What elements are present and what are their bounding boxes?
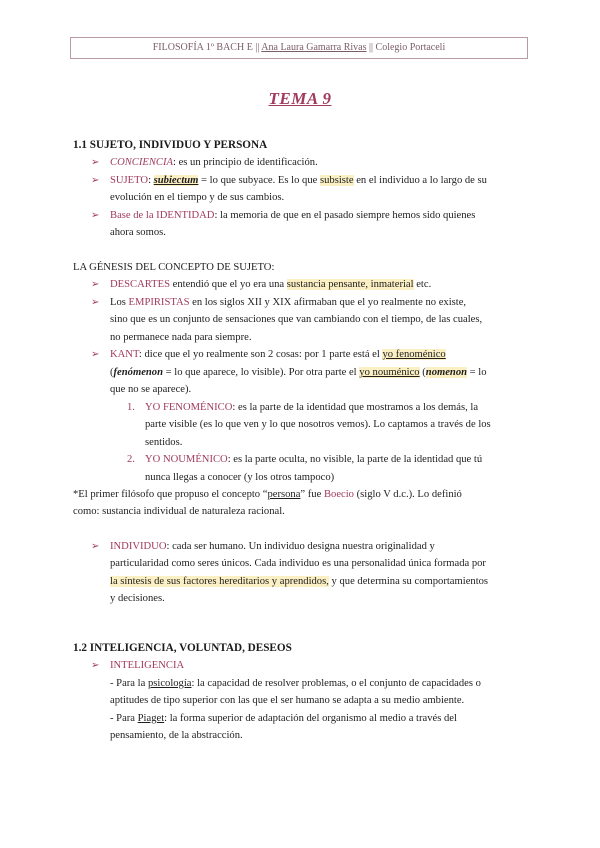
item-text: : dice que el yo realmente son 2 cosas: por 1 parte está el [138,349,383,360]
item-text: parte visible (es lo que ven y lo que nosotros vemos). Lo captamos a través de los [145,419,491,430]
section-heading: 1.2 INTELIGENCIA, VOLUNTAD, DESEOS [73,642,292,654]
item-text: y que determina su comportamientos [328,576,489,587]
item-text: ( [110,367,114,378]
item-text: : cada ser humano. Un individuo designa nuestra originalidad y [166,541,435,552]
term: Base de la IDENTIDAD [110,210,215,221]
item-text: - Para la [110,678,148,689]
highlight: subsiste [320,175,354,186]
sublist-item-noumenico [145,451,482,468]
subsection-heading: LA GÉNESIS DEL CONCEPTO DE SUJETO: [73,262,275,273]
item-text: - Para [110,713,138,724]
item-text: ahora somos. [110,227,166,238]
item-text: pensamiento, de la abstracción. [110,730,243,741]
underlined-term: psicología [147,678,192,689]
arrow-right-icon: ➢ [91,660,100,671]
header-author: Ana Laura Gamarra Rivas [261,42,367,53]
item-text: ” fue [300,489,324,500]
list-item-conciencia [110,154,318,171]
item-text: que no se aparece). [110,384,192,395]
footnote [73,486,462,503]
item-text: = lo que subyace. Es lo que [198,175,321,186]
item-text: nunca llegas a conocer (y los otros tampoco) [145,472,335,483]
item-text: particularidad como seres únicos. Cada individuo es una personalidad única formada por [110,558,486,569]
item-text: = lo [467,367,487,378]
item-text: entendió que el yo era una [170,279,287,290]
highlight: yo nouménico [359,367,420,378]
list-item-identidad [110,207,475,224]
item-text: *El primer filósofo que propuso el concepto “ [73,489,268,500]
term: YO NOUMÉNICO [145,454,228,465]
item-text: : la memoria de que en el pasado siempre hemos sido quienes [214,210,476,221]
item-text: Los [110,297,129,308]
item-text: y decisiones. [110,593,165,604]
page-title: TEMA 9 [268,89,332,108]
list-item-individuo [110,538,435,555]
item-text: : es la parte oculta, no visible, la parte de la identidad que tú [227,454,483,465]
arrow-right-icon: ➢ [91,175,100,186]
header-separator: || [255,42,260,53]
list-item-inteligencia [110,657,184,674]
term: DESCARTES [110,279,170,290]
header-course: FILOSOFÍA 1º BACH E [152,42,253,53]
list-item-kant [110,346,446,363]
underlined-term: persona [267,489,301,500]
term: CONCIENCIA [110,157,173,168]
header-separator: || [369,42,374,53]
item-text: en los siglos XII y XIX afirmaban que el yo realmente no existe, [189,297,467,308]
item-text: como: sustancia individual de naturaleza racional. [73,506,285,517]
item-text: etc. [413,279,432,290]
highlight: sustancia pensante, inmaterial [286,279,414,290]
item-text: evolución en el tiempo y de sus cambios. [110,192,285,203]
list-number: 2. [127,454,135,465]
term: INTELIGENCIA [110,660,185,671]
highlight: la síntesis de sus factores hereditarios y aprendidos, [110,576,329,587]
section-heading: 1.1 SUJETO, INDIVIDUO Y PERSONA [73,139,268,151]
arrow-right-icon: ➢ [91,210,100,221]
term: KANT [110,349,139,360]
arrow-right-icon: ➢ [91,541,100,552]
item-text: sentidos. [145,437,183,448]
list-number: 1. [127,402,135,413]
item-text [110,364,487,381]
item-text: aptitudes de tipo superior con las que el ser humano se adapta a su medio ambiente. [110,695,465,706]
term: Boecio [323,489,354,500]
definition-piaget [110,710,457,727]
item-text: : [148,175,154,186]
list-item-empiristas [110,294,466,311]
document-header [70,37,528,59]
list-item-descartes [110,276,431,293]
item-text: : la capacidad de resolver problemas, o el conjunto de capacidades o [191,678,481,689]
arrow-right-icon: ➢ [91,157,100,168]
term: EMPIRISTAS [128,297,190,308]
item-text: en el individuo a lo largo de su [353,175,487,186]
item-text: sino que es un conjunto de sensaciones que van cambiando con el tiempo, de las cuales, [110,314,483,325]
item-text: ( [419,367,426,378]
header-school: Colegio Portaceli [375,42,446,53]
list-item-sujeto [110,172,487,189]
item-text: (siglo V d.c.). Lo definió [353,489,462,500]
item-text: = lo que aparece, lo visible). Por otra parte el [162,367,360,378]
sublist-item-fenomenico [145,399,478,416]
latin-term: fenómenon [113,367,163,378]
item-text [110,573,488,590]
underlined-term: Piaget [137,713,165,724]
term: YO FENOMÉNICO [145,402,233,413]
latin-term: nomenon [425,367,468,378]
term: SUJETO [110,175,149,186]
arrow-right-icon: ➢ [91,279,100,290]
term: INDIVIDUO [110,541,167,552]
arrow-right-icon: ➢ [91,349,100,360]
latin-term: subiectum [153,175,199,186]
item-text: : es un principio de identificación. [172,157,318,168]
arrow-right-icon: ➢ [91,297,100,308]
highlight: yo fenoménico [382,349,446,360]
item-text: no permanece nada para siempre. [110,332,252,343]
item-text: : es la parte de la identidad que mostramos a los demás, la [232,402,479,413]
item-text: : la forma superior de adaptación del organismo al medio a través del [164,713,457,724]
definition-psicologia [110,675,481,692]
